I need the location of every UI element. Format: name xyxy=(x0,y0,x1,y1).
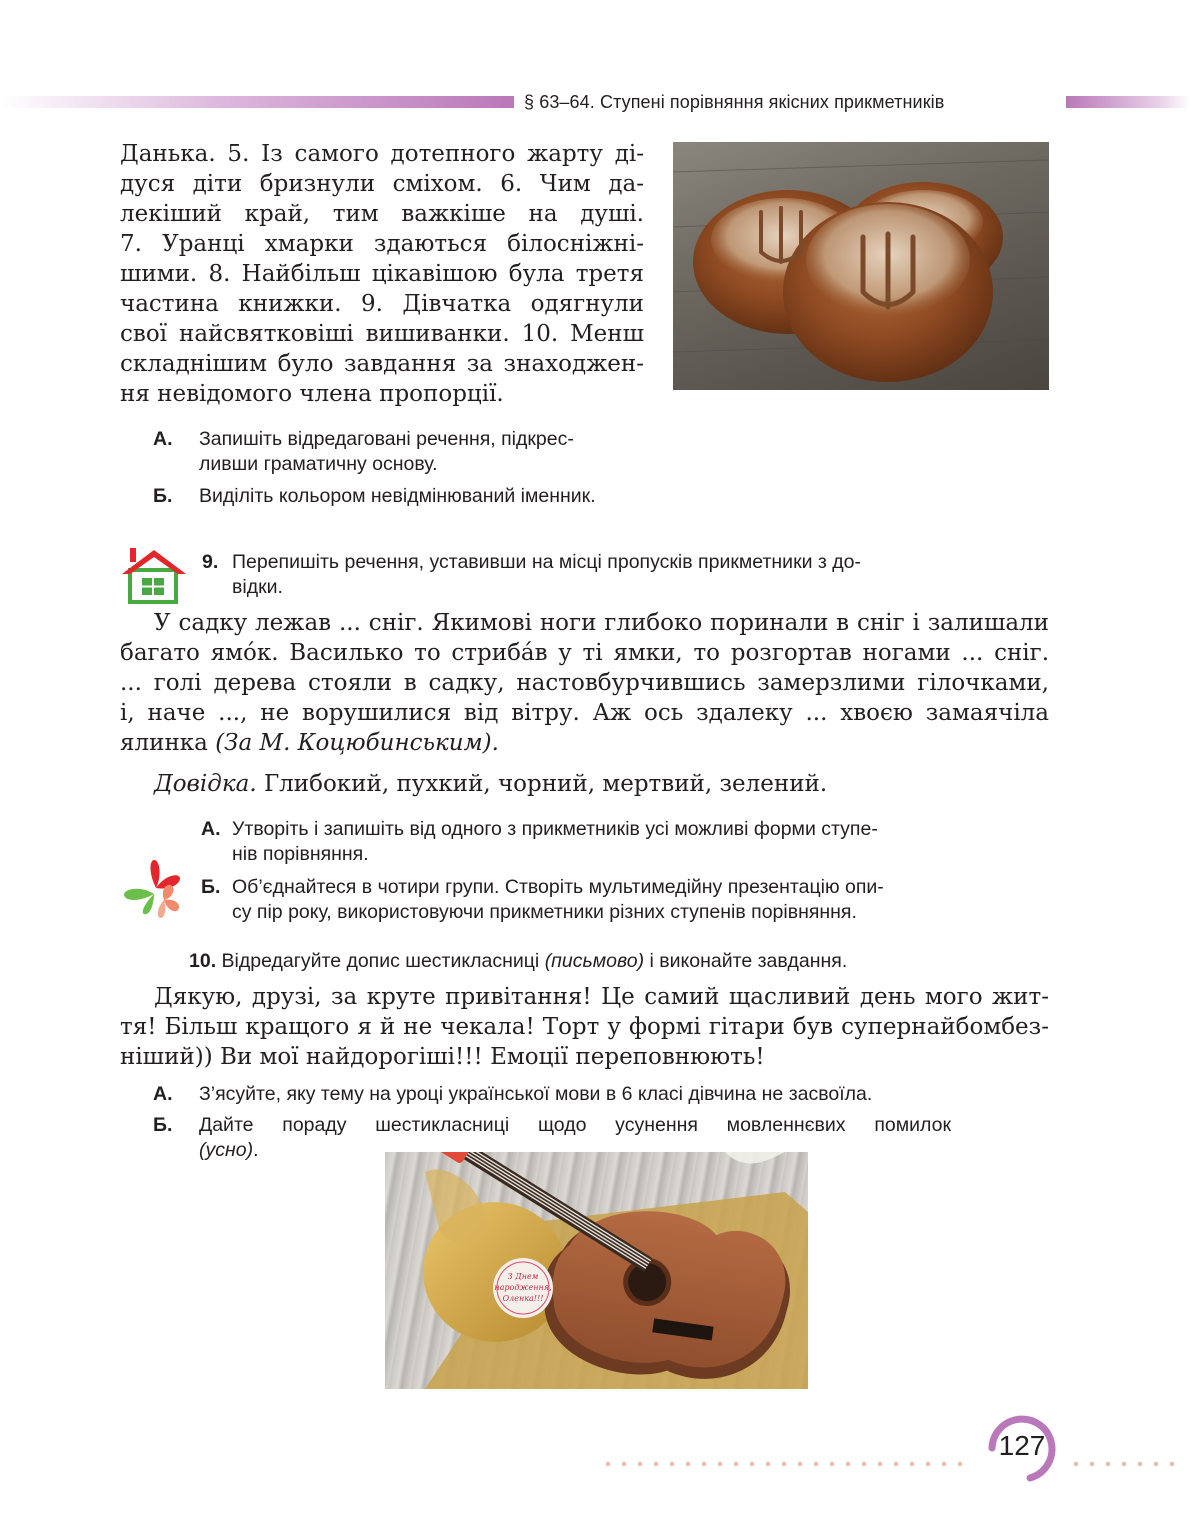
bread-photo xyxy=(673,142,1049,390)
exercise-number: 9. xyxy=(202,551,219,573)
exercise-9-text xyxy=(120,608,1049,758)
exercise-10-post xyxy=(120,982,1049,1072)
text-line: ... голі дерева стояли в садку, настовбурчившись замерзлими гілочками, xyxy=(120,670,1049,696)
task-line: нів порівняння. xyxy=(232,843,369,865)
page-number: 127 xyxy=(998,1430,1046,1461)
exercise-9-task-b xyxy=(201,875,1021,925)
task-label: Б. xyxy=(153,485,173,507)
text-line: і, наче ..., не ворушилися від вітру. Аж ось здалеку ... хвоєю замаячіла xyxy=(120,700,1049,726)
text-line: багато ямо́к. Василько то стриба́в у ті ямки, то розгортав ногами ... сніг. xyxy=(120,640,1049,666)
group-work-icon xyxy=(120,858,190,922)
text-line: Данька. 5. Із самого дотепного жарту ді- xyxy=(120,141,644,167)
text-fragment: ялинка xyxy=(120,730,208,756)
header-bar-left xyxy=(0,96,514,108)
text-line: ня невідомого члена пропорції. xyxy=(120,381,504,407)
text-line: тя! Більш кращого я й не чекала! Торт у формі гітари був супернайбомбез- xyxy=(120,1014,1049,1040)
text-line: У садку лежав ... сніг. Якимові ноги глибоко поринали в сніг і залишали xyxy=(154,610,1049,636)
text-line: дуся діти бризнули сміхом. 6. Чим да- xyxy=(120,171,644,197)
text-line: ніший)) Ви мої найдорогіші!!! Емоції переповнюють! xyxy=(120,1044,765,1070)
task-label: А. xyxy=(153,1083,173,1105)
text-line: частина книжки. 9. Дівчатка одягнули xyxy=(120,291,644,317)
text-line: лекіший край, тим важкіше на душі. xyxy=(120,201,644,227)
exercise-9-instruction xyxy=(202,550,1002,600)
header-bar-right xyxy=(1066,96,1190,108)
task-line: Виділіть кольором невідмінюваний іменник. xyxy=(199,485,596,507)
exercise-9-reference xyxy=(154,769,1054,799)
task-line: Об’єднайтеся в чотири групи. Створіть мультимедійну презентацію опи- xyxy=(232,876,884,898)
task-line: Утворіть і запишіть від одного з прикметників усі можливі форми ступе- xyxy=(232,818,878,840)
task-line: Запишіть відредаговані речення, підкрес- xyxy=(199,428,574,450)
instruction-text: Відредагуйте допис шестикласниці xyxy=(221,950,540,972)
text-line xyxy=(120,728,1049,758)
task-line: ливши граматичну основу. xyxy=(199,453,438,475)
exercise-8-text xyxy=(120,139,644,409)
task-label: А. xyxy=(153,428,173,450)
text-line: Дякую, друзі, за круте привітання! Це самий щасливий день мого жит- xyxy=(154,984,1049,1010)
task-note: (усно) xyxy=(199,1139,254,1161)
exercise-9-task-a xyxy=(201,817,1021,867)
exercise-8-task-b xyxy=(153,484,673,509)
text-line: складнішим було завдання за знаходжен- xyxy=(120,351,644,377)
bread-illustration xyxy=(673,142,1049,390)
task-line: су пір року, використовуючи прикметники різних ступенів порівняння. xyxy=(232,901,857,923)
exercise-number: 10. xyxy=(189,950,217,972)
reference-words: Глибокий, пухкий, чорний, мертвий, зелений. xyxy=(263,771,828,797)
reference-label: Довідка. xyxy=(154,771,257,797)
instruction-text: і виконайте завдання. xyxy=(649,950,848,972)
task-label: А. xyxy=(201,818,221,840)
task-label: Б. xyxy=(201,876,221,898)
task-line: З’ясуйте, яку тему на уроці української мови в 6 класі дівчина не засвоїла. xyxy=(199,1083,873,1105)
task-punct: . xyxy=(253,1139,259,1161)
source-attribution: (За М. Коцюбинським). xyxy=(215,730,499,756)
cake-inscription-line: народження, xyxy=(494,1283,552,1292)
text-line: свої найсвятковіші вишиванки. 10. Менш xyxy=(120,321,644,347)
text-line: 7. Уранці хмарки здаються білосніжні- xyxy=(120,231,644,257)
guitar-cake-illustration xyxy=(385,1152,808,1389)
task-line: Дайте пораду шестикласниці щодо усунення мовленнєвих помилок xyxy=(199,1114,951,1136)
guitar-cake-photo xyxy=(385,1152,808,1389)
exercise-10-instruction xyxy=(189,949,1029,974)
task-label: Б. xyxy=(153,1114,173,1136)
exercise-10-task-a xyxy=(153,1082,1053,1107)
cake-inscription-line: З Днем xyxy=(507,1272,539,1281)
instruction-note: (письмово) xyxy=(544,950,645,972)
exercise-8-task-a xyxy=(153,427,663,477)
instruction-line: Перепишіть речення, уставивши на місці пропусків прикметники з до- xyxy=(232,551,861,573)
cake-inscription-line: Оленка!!! xyxy=(502,1294,544,1303)
section-title: § 63–64. Ступені порівняння якісних прикметників xyxy=(524,92,945,112)
home-task-icon xyxy=(120,544,188,606)
footer-dots xyxy=(600,1459,1190,1469)
instruction-line: відки. xyxy=(232,576,283,598)
text-line: шими. 8. Найбільш цікавішою була третя xyxy=(120,261,644,287)
